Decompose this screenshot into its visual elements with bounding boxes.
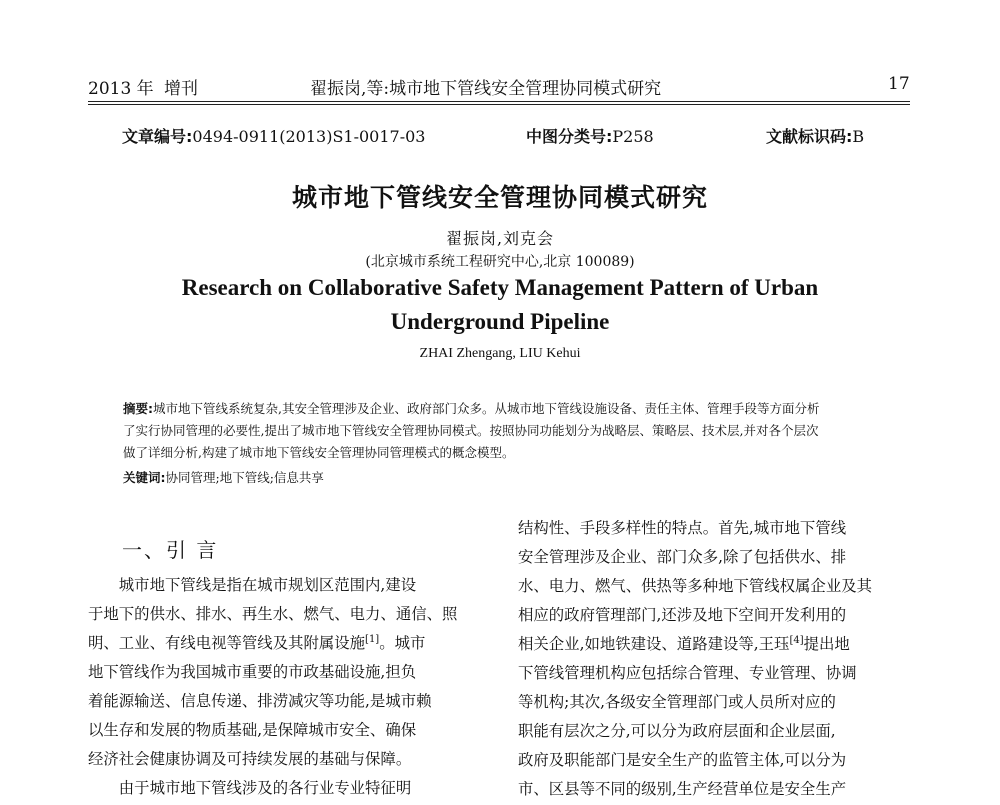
page-number: 17 bbox=[888, 74, 910, 94]
paper-title-cn: 城市地下管线安全管理协同模式研究 bbox=[291, 183, 708, 212]
body-line: 水、电力、燃气、供热等多种地下管线权属企业及其 bbox=[518, 577, 872, 595]
header-title: 翟振岗,等:城市地下管线安全管理协同模式研究 bbox=[310, 79, 662, 99]
body-line: 职能有层次之分,可以分为政府层面和企业层面, bbox=[518, 722, 836, 740]
body-line: 下管线管理机构应包括综合管理、专业管理、协调 bbox=[518, 664, 857, 682]
paper-title-en-line2: Underground Pipeline bbox=[390, 309, 610, 334]
citation-ref: [1] bbox=[365, 633, 380, 645]
body-line: 相应的政府管理部门,还涉及地下空间开发利用的 bbox=[518, 606, 847, 624]
affiliation-cn: (北京城市系统工程研究中心,北京 100089) bbox=[365, 254, 635, 270]
body-line: 以生存和发展的物质基础,是保障城市安全、确保 bbox=[88, 721, 417, 739]
abstract-line: 了实行协同管理的必要性,提出了城市地下管线安全管理协同模式。按照协同功能划分为战略层、策略层、技术层,并对各个层次 bbox=[123, 423, 819, 438]
header-issue: 增刊 bbox=[164, 79, 198, 99]
body-line: 于地下的供水、排水、再生水、燃气、电力、通信、照 bbox=[88, 605, 458, 623]
citation-ref: [4] bbox=[789, 634, 804, 646]
header-rule-thin bbox=[88, 104, 910, 105]
body-line: 城市地下管线是指在城市规划区范围内,建设 bbox=[88, 576, 417, 594]
body-line: 由于城市地下管线涉及的各行业专业特征明 bbox=[88, 779, 412, 797]
body-line: 市、区县等不同的级别,生产经营单位是安全生产 bbox=[518, 780, 847, 798]
body-line: 相关企业,如地铁建设、道路建设等,王珏[4]提出地 bbox=[518, 634, 850, 653]
keywords: 关键词:协同管理;地下管线;信息共享 bbox=[123, 470, 324, 485]
running-header bbox=[88, 74, 910, 102]
body-line: 经济社会健康协调及可持续发展的基础与保障。 bbox=[88, 750, 412, 768]
abstract-line: 做了详细分析,构建了城市地下管线安全管理协同管理模式的概念模型。 bbox=[123, 445, 515, 460]
body-line: 明、工业、有线电视等管线及其附属设施[1]。城市 bbox=[88, 633, 426, 652]
keywords-label: 关键词: bbox=[123, 470, 166, 485]
section-heading: 一、引 言 bbox=[122, 538, 219, 562]
body-line: 结构性、手段多样性的特点。首先,城市地下管线 bbox=[518, 519, 847, 537]
header-year: 2013 年 bbox=[88, 79, 154, 99]
body-line: 等机构;其次,各级安全管理部门或人员所对应的 bbox=[518, 693, 836, 711]
body-line: 安全管理涉及企业、部门众多,除了包括供水、排 bbox=[518, 548, 847, 566]
authors-en: ZHAI Zhengang, LIU Kehui bbox=[419, 346, 581, 361]
paper-title-en-line1: Research on Collaborative Safety Management Pattern of Urban bbox=[181, 275, 819, 300]
article-number: 文章编号:0494-0911(2013)S1-0017-03 bbox=[122, 127, 426, 146]
clc-number: 中图分类号:P258 bbox=[526, 127, 654, 146]
abstract-label: 摘要: bbox=[123, 401, 153, 416]
header-rule-thick bbox=[88, 101, 910, 102]
body-line: 地下管线作为我国城市重要的市政基础设施,担负 bbox=[88, 663, 417, 681]
document-code: 文献标识码:B bbox=[766, 127, 865, 146]
body-line: 着能源输送、信息传递、排涝减灾等功能,是城市赖 bbox=[88, 692, 432, 710]
authors-cn: 翟振岗,刘克会 bbox=[445, 229, 555, 248]
abstract-line: 摘要:城市地下管线系统复杂,其安全管理涉及企业、政府部门众多。从城市地下管线设施设备、责任主体、管理手段等方面分析 bbox=[123, 401, 820, 416]
body-line: 政府及职能部门是安全生产的监管主体,可以分为 bbox=[518, 751, 847, 769]
